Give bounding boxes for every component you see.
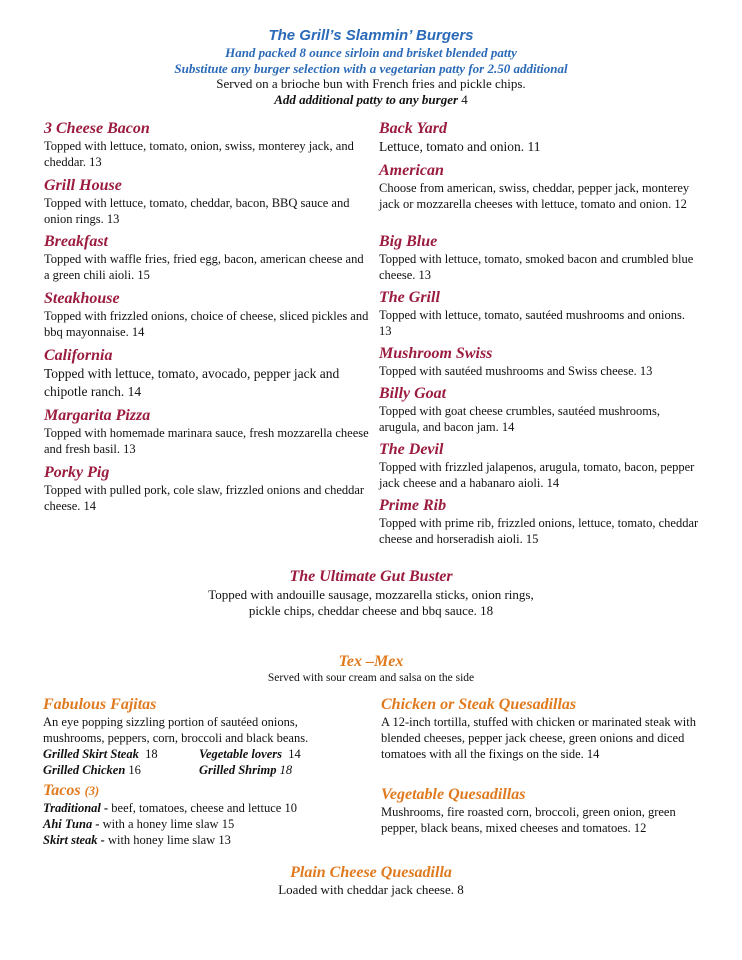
item-desc: Topped with lettuce, tomato, sautéed mushrooms and onions. 13 [379,308,686,338]
texmex-title: Tex –Mex [338,653,404,670]
taco-line [43,800,363,816]
taco-label: Traditional - [43,801,109,815]
menu-item-steakhouse [44,290,369,340]
taco-line [43,832,363,848]
gut-buster-line2: pickle chips, cheddar cheese and bbq sauce. 18 [248,603,494,618]
taco-label: Skirt steak - [43,833,105,847]
menu-item-the-devil [379,441,699,491]
item-name: Prime Rib [379,497,447,514]
item-desc: Topped with sautéed mushrooms and Swiss cheese. 13 [379,364,653,378]
taco-text: with honey lime slaw 13 [104,833,231,847]
item-desc: Topped with goat cheese crumbles, sautéed mushrooms, arugula, and bacon jam. 14 [379,404,660,434]
fajita-option-label: Vegetable lovers [199,747,282,761]
fajitas-desc: An eye popping sizzling portion of sautéed onions, mushrooms, peppers, corn, broccoli and black beans. [43,715,309,745]
fajitas-section [43,696,363,778]
fajitas-options-row2 [43,762,363,778]
fajita-option-price: 14 [288,747,301,761]
item-name: Margarita Pizza [44,407,151,424]
item-desc: Topped with frizzled onions, choice of cheese, sliced pickles and bbq mayonnaise. 14 [44,309,369,339]
item-name: Big Blue [379,233,438,250]
plain-quesadilla-desc: Loaded with cheddar jack cheese. 8 [278,882,464,897]
item-desc: Choose from american, swiss, cheddar, pepper jack, monterey jack or mozzarella cheeses with lettuce, tomato and onion. 12 [379,181,690,211]
menu-item-big-blue [379,233,699,283]
fajita-option-label: Grilled Chicken [43,763,126,777]
item-name: Breakfast [44,233,108,250]
item-name: California [44,347,113,364]
fajita-option-label: Grilled Shrimp [199,763,277,777]
burgers-served: Served on a brioche bun with French fries and pickle chips. [216,76,526,91]
item-desc: Topped with pulled pork, cole slaw, frizzled onions and cheddar cheese. 14 [44,483,365,513]
menu-item-the-grill [379,289,699,339]
menu-item-billy-goat [379,385,699,435]
item-name: American [379,162,444,179]
fajitas-name: Fabulous Fajitas [43,696,157,713]
item-name: The Devil [379,441,444,458]
additional-price: 4 [461,92,468,107]
item-desc: Topped with lettuce, tomato, onion, swiss, monterey jack, and cheddar. 13 [44,139,354,169]
fajita-option-price: 18 [279,763,293,777]
fajita-option-price: 16 [128,763,141,777]
menu-item-back-yard [379,120,699,156]
veg-quesadillas-section [381,786,706,836]
burgers-subtitle-patty: Hand packed 8 ounce sirloin and brisket blended patty [225,45,517,60]
menu-item-american [379,162,699,212]
taco-text: with a honey lime slaw 15 [99,817,235,831]
item-desc: Topped with waffle fries, fried egg, bacon, american cheese and a green chili aioli. 15 [44,252,364,282]
additional-label: Add additional patty to any burger [274,92,459,107]
fajitas-options-row1 [43,746,363,762]
veg-quesadillas-name: Vegetable Quesadillas [381,786,526,803]
tacos-section [43,782,363,848]
item-name: Mushroom Swiss [379,345,493,362]
menu-item-porky-pig [44,464,369,514]
texmex-subtitle: Served with sour cream and salsa on the side [267,672,475,684]
menu-item-margarita-pizza [44,407,369,457]
menu-item-breakfast [44,233,369,283]
item-name: 3 Cheese Bacon [44,120,150,137]
taco-line [43,816,363,832]
plain-quesadilla-name: Plain Cheese Quesadilla [290,864,452,881]
gut-buster-title: The Ultimate Gut Buster [289,568,453,585]
item-name: Billy Goat [379,385,447,402]
item-desc: Topped with frizzled jalapenos, arugula, tomato, bacon, pepper jack cheese and a habanaro aioli. 14 [379,460,695,490]
menu-item-prime-rib [379,497,699,547]
item-desc: Topped with homemade marinara sauce, fresh mozzarella cheese and fresh basil. 13 [44,426,369,456]
veg-quesadillas-desc: Mushrooms, fire roasted corn, broccoli, green onion, green pepper, black beans, mixed cheeses and tomatoes. 12 [381,805,676,835]
burgers-additional [0,92,742,108]
taco-label: Ahi Tuna - [43,817,100,831]
tacos-name: Tacos [43,782,81,799]
item-desc: Lettuce, tomato and onion. 11 [379,139,541,154]
menu-item-3-cheese-bacon [44,120,369,170]
item-desc: Topped with lettuce, tomato, avocado, pepper jack and chipotle ranch. 14 [44,366,340,399]
item-name: Porky Pig [44,464,110,481]
item-name: The Grill [379,289,440,306]
burgers-title: The Grill’s Slammin’ Burgers [268,27,474,44]
quesadillas-desc: A 12-inch tortilla, stuffed with chicken or marinated steak with blended cheeses, pepper jack cheese, green onions and diced tomatoes with all the fixings on the side. 14 [381,715,696,761]
item-desc: Topped with lettuce, tomato, cheddar, bacon, BBQ sauce and onion rings. 13 [44,196,350,226]
item-desc: Topped with prime rib, frizzled onions, lettuce, tomato, cheddar cheese and horseradish aioli. 15 [379,516,699,546]
item-name: Steakhouse [44,290,120,307]
fajita-option-label: Grilled Skirt Steak [43,747,139,761]
fajita-option-price: 18 [145,747,158,761]
burgers-subtitle-veg: Substitute any burger selection with a vegetarian patty for 2.50 additional [174,61,568,76]
item-desc: Topped with lettuce, tomato, smoked bacon and crumbled blue cheese. 13 [379,252,694,282]
item-name: Back Yard [379,120,448,137]
menu-item-mushroom-swiss [379,345,699,379]
quesadillas-name: Chicken or Steak Quesadillas [381,696,577,713]
menu-item-california [44,347,369,401]
tacos-count: (3) [84,784,100,798]
quesadillas-section [381,696,706,762]
gut-buster-line1: Topped with andouille sausage, mozzarella sticks, onion rings, [208,587,534,602]
taco-text: beef, tomatoes, cheese and lettuce 10 [108,801,297,815]
menu-item-grill-house [44,177,369,227]
item-name: Grill House [44,177,122,194]
